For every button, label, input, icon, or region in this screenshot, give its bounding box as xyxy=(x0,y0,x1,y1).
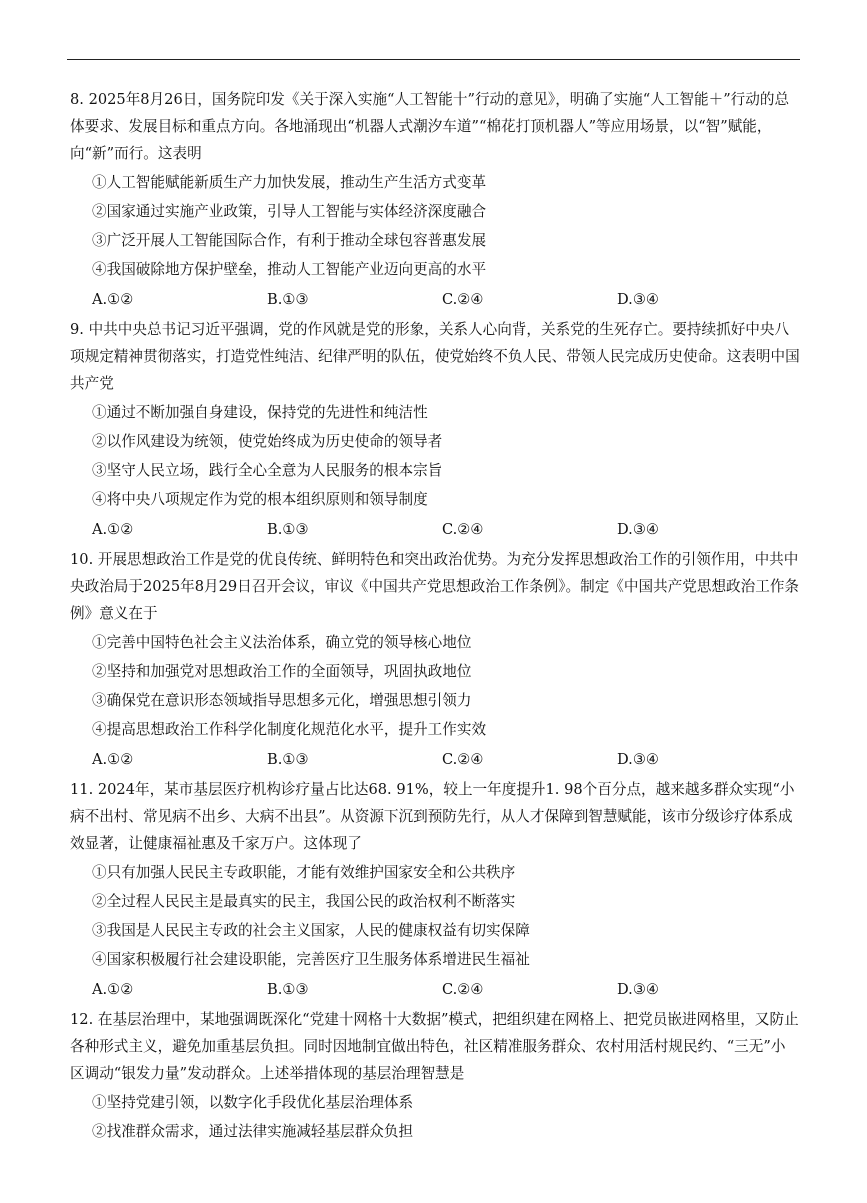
answer-choices xyxy=(92,516,800,542)
statement-option: ④我国破除地方保护壁垒，推动人工智能产业迈向更高的水平 xyxy=(92,261,487,278)
statement-option: ④将中央八项规定作为党的根本组织原则和领导制度 xyxy=(92,491,428,508)
answer-choice: D.③④ xyxy=(617,290,659,308)
answer-choice: C.②④ xyxy=(442,520,484,538)
answer-choice: D.③④ xyxy=(617,980,659,998)
statement-option: ②国家通过实施产业政策，引导人工智能与实体经济深度融合 xyxy=(92,203,487,220)
answer-choice: A.①② xyxy=(92,520,134,538)
statement-option: ③确保党在意识形态领域指导思想多元化，增强思想引领力 xyxy=(92,692,472,709)
statement-option: ②以作风建设为统领，使党始终成为历史使命的领导者 xyxy=(92,433,443,450)
question-list xyxy=(70,86,800,1147)
answer-choice: C.②④ xyxy=(442,290,484,308)
answer-choice: D.③④ xyxy=(617,520,659,538)
answer-choices xyxy=(92,286,800,312)
answer-choice: A.①② xyxy=(92,290,134,308)
statement-option: ③我国是人民民主专政的社会主义国家，人民的健康权益有切实保障 xyxy=(92,922,530,939)
question-stem: 9. 中共中央总书记习近平强调，党的作风就是党的形象，关系人心向背，关系党的生死存亡。要持续抓好中央八项规定精神贯彻落实，打造党性纯洁、纪律严明的队伍，使党始终不负人民、带领人民完成历史使命。这表明中国共产党 xyxy=(70,321,800,392)
answer-choice: D.③④ xyxy=(617,750,659,768)
question-block xyxy=(70,316,800,542)
statement-option: ①通过不断加强自身建设，保持党的先进性和纯洁性 xyxy=(92,404,428,421)
question-block xyxy=(70,546,800,772)
statement-option: ①坚持党建引领，以数字化手段优化基层治理体系 xyxy=(92,1094,414,1111)
question-block xyxy=(70,776,800,1002)
answer-choice: C.②④ xyxy=(442,980,484,998)
question-block xyxy=(70,86,800,312)
statement-option: ①完善中国特色社会主义法治体系，确立党的领导核心地位 xyxy=(92,634,472,651)
answer-choice: A.①② xyxy=(92,980,134,998)
question-stem: 12. 在基层治理中，某地强调既深化“党建十网格十大数据”模式，把组织建在网格上、把党员嵌进网格里，又防止各种形式主义，避免加重基层负担。同时因地制宜做出特色，社区精准服务群众、农村用活村规民约、“三无”小区调动“银发力量”发动群众。上述举措体现的基层治理智慧是 xyxy=(70,1011,799,1082)
answer-choices xyxy=(92,746,800,772)
answer-choice: B.①③ xyxy=(267,290,309,308)
answer-choice: A.①② xyxy=(92,750,134,768)
question-stem: 10. 开展思想政治工作是党的优良传统、鲜明特色和突出政治优势。为充分发挥思想政治工作的引领作用，中共中央政治局于2025年8月29日召开会议，审议《中国共产党思想政治工作条例》。制定《中国共产党思想政治工作条例》意义在于 xyxy=(70,551,800,622)
answer-choice: B.①③ xyxy=(267,520,309,538)
statement-option: ①人工智能赋能新质生产力加快发展，推动生产生活方式变革 xyxy=(92,174,487,191)
statement-option: ③坚守人民立场，践行全心全意为人民服务的根本宗旨 xyxy=(92,462,443,479)
statement-option: ②坚持和加强党对思想政治工作的全面领导，巩固执政地位 xyxy=(92,663,472,680)
answer-choice: B.①③ xyxy=(267,980,309,998)
answer-choice: B.①③ xyxy=(267,750,309,768)
question-stem: 8. 2025年8月26日，国务院印发《关于深入实施“人工智能十”行动的意见》，明确了实施“人工智能＋”行动的总体要求、发展目标和重点方向。各地涌现出“机器人式潮汐车道”“棉花打顶机器人”等应用场景，以“智”赋能，向“新”而行。这表明 xyxy=(70,91,790,162)
statement-option: ③广泛开展人工智能国际合作，有利于推动全球包容普惠发展 xyxy=(92,232,487,249)
question-block xyxy=(70,1006,800,1145)
statement-option: ④提高思想政治工作科学化制度化规范化水平，提升工作实效 xyxy=(92,721,487,738)
statement-option: ②找准群众需求，通过法律实施减轻基层群众负担 xyxy=(92,1123,414,1140)
header-rule xyxy=(67,59,800,60)
statement-option: ①只有加强人民民主专政职能，才能有效维护国家安全和公共秩序 xyxy=(92,864,516,881)
statement-option: ②全过程人民民主是最真实的民主，我国公民的政治权利不断落实 xyxy=(92,893,516,910)
answer-choices xyxy=(92,976,800,1002)
statement-option: ④国家积极履行社会建设职能，完善医疗卫生服务体系增进民生福祉 xyxy=(92,951,530,968)
question-stem: 11. 2024年，某市基层医疗机构诊疗量占比达68. 91%，较上一年度提升1. 98个百分点，越来越多群众实现“小病不出村、常见病不出乡、大病不出县”。从资源下沉到预防先行，从人才保障到智慧赋能，该市分级诊疗体系成效显著，让健康福祉惠及千家万户。这体现了 xyxy=(70,781,795,852)
answer-choice: C.②④ xyxy=(442,750,484,768)
